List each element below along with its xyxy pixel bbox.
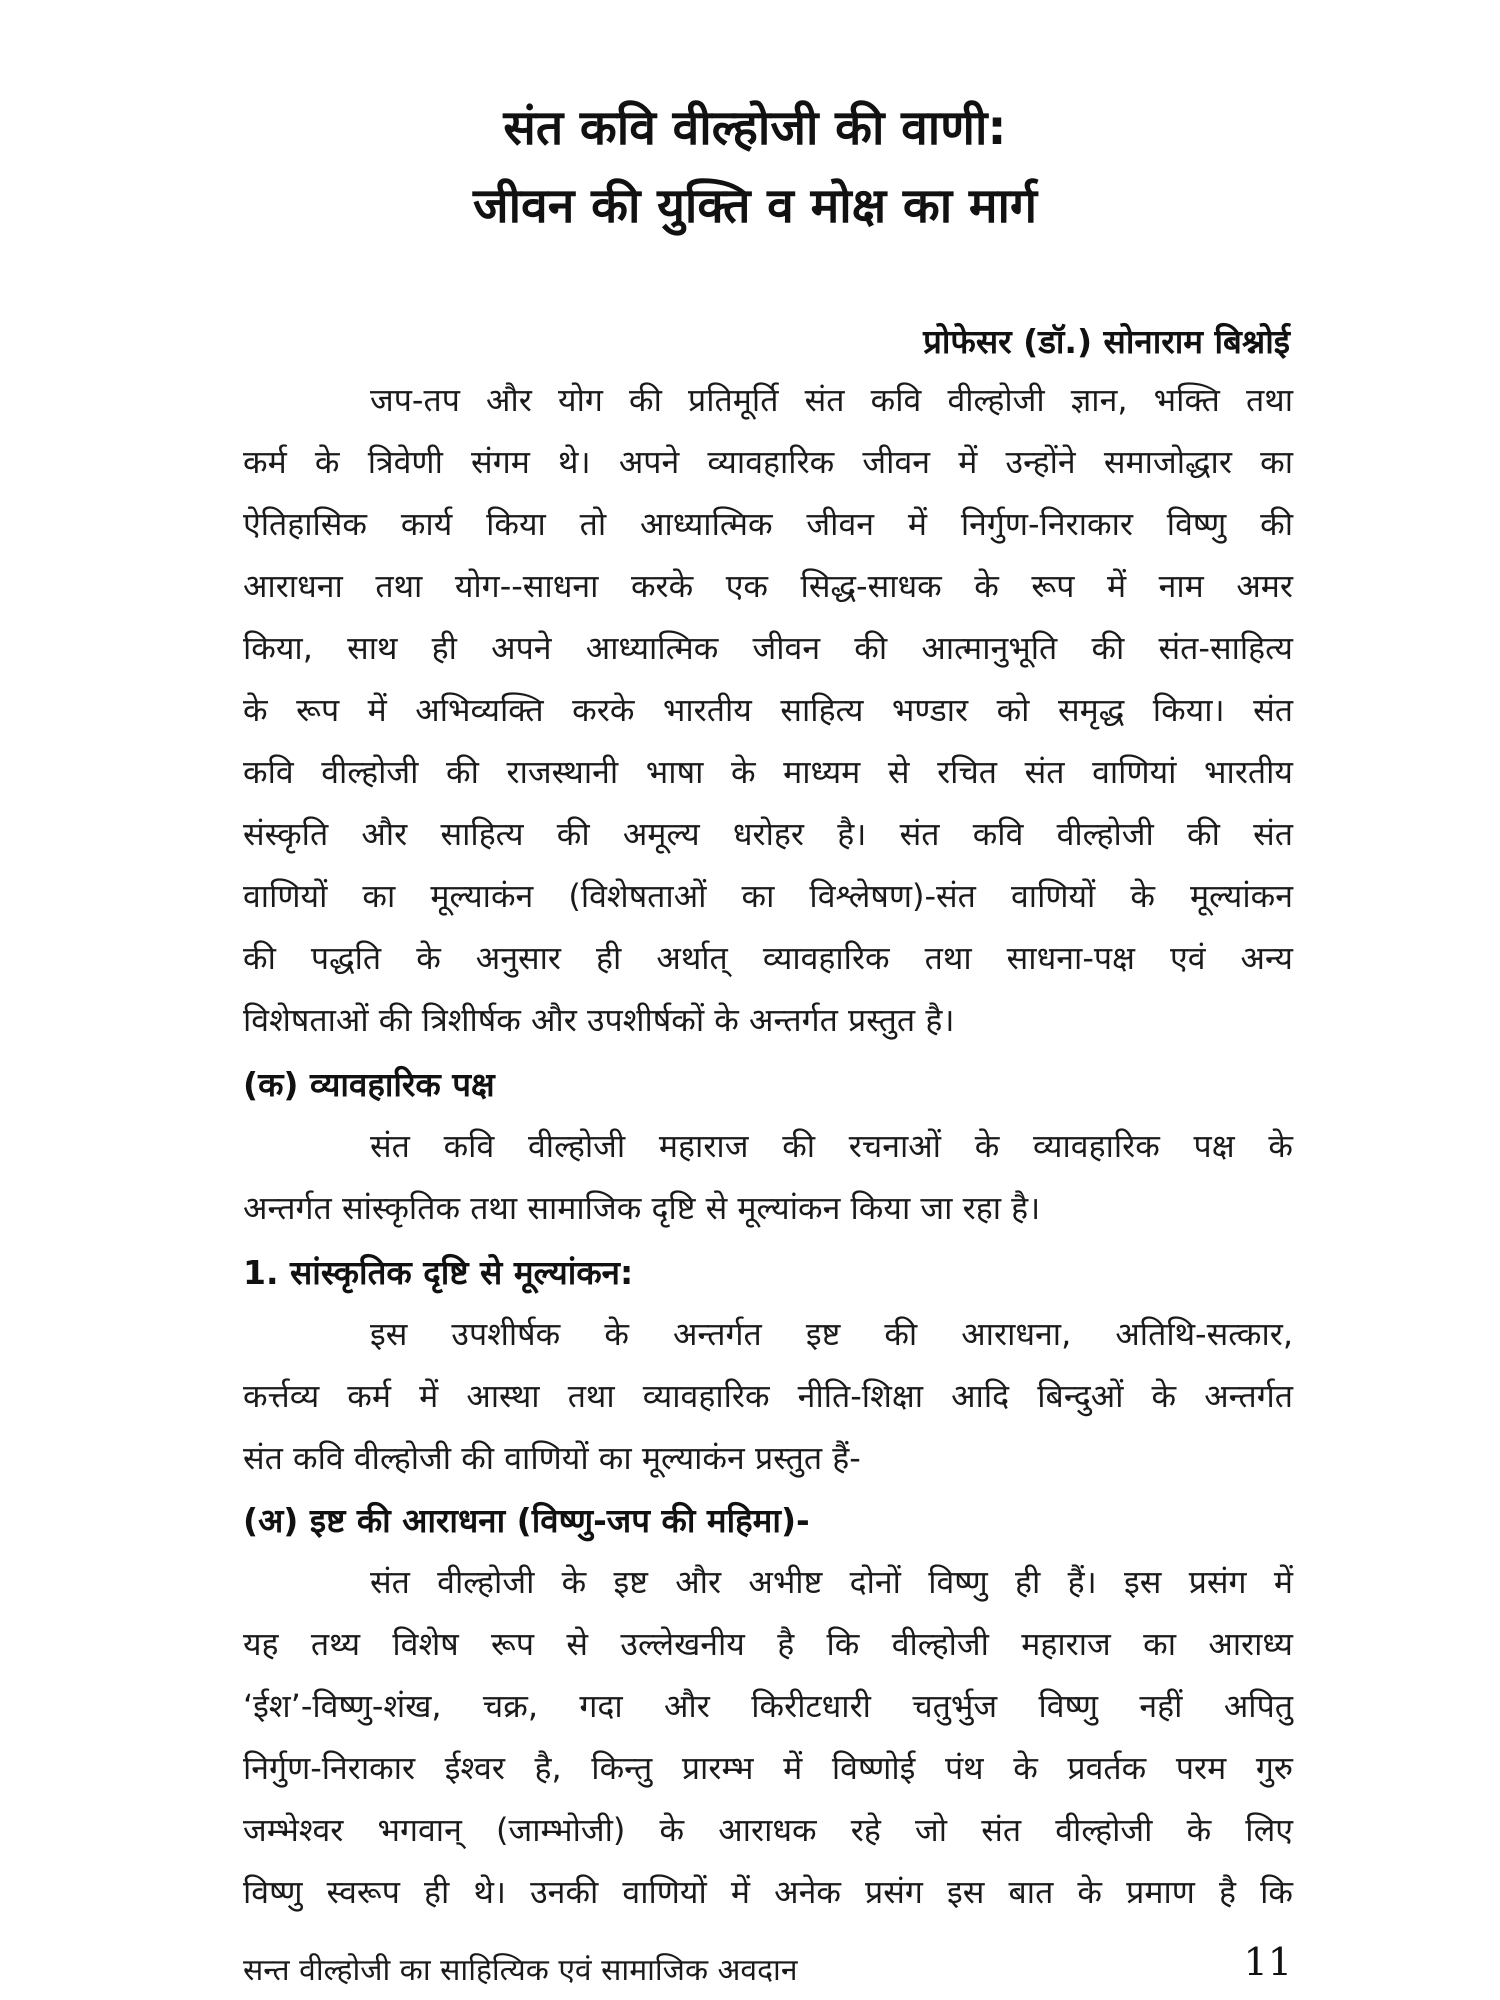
section-a-line: जम्भेश्वर भगवान् (जाम्भोजी) के आराधक रहे जो संत वील्होजी के लिए — [243, 1811, 1293, 1849]
author-name: प्रोफेसर (डॉ.) सोनाराम बिश्नोई — [923, 322, 1290, 361]
section-a-line: यह तथ्य विशेष रूप से उल्लेखनीय है कि वील्होजी महाराज का आराध्य — [243, 1625, 1293, 1663]
footer-book-title: सन्त वील्होजी का साहित्यिक एवं सामाजिक अवदान — [243, 1953, 798, 1988]
section-1-line: संत कवि वील्होजी की वाणियों का मूल्याकंन प्रस्तुत हैं- — [243, 1439, 861, 1477]
intro-line: किया, साथ ही अपने आध्यात्मिक जीवन की आत्मानुभूति की संत-साहित्य — [243, 629, 1293, 667]
intro-line: जप-तप और योग की प्रतिमूर्ति संत कवि वील्होजी ज्ञान, भक्ति तथा — [370, 381, 1293, 419]
section-k-line: संत कवि वील्होजी महाराज की रचनाओं के व्यावहारिक पक्ष के — [370, 1127, 1293, 1165]
intro-line: ऐतिहासिक कार्य किया तो आध्यात्मिक जीवन में निर्गुण-निराकार विष्णु की — [243, 505, 1293, 543]
section-heading-k: (क) व्यावहारिक पक्ष — [243, 1065, 495, 1104]
section-a-line: ‘ईश’-विष्णु-शंख, चक्र, गदा और किरीटधारी चतुर्भुज विष्णु नहीं अपितु — [243, 1687, 1293, 1725]
section-a-line: विष्णु स्वरूप ही थे। उनकी वाणियों में अनेक प्रसंग इस बात के प्रमाण है कि — [243, 1873, 1293, 1911]
intro-line: विशेषताओं की त्रिशीर्षक और उपशीर्षकों के अन्तर्गत प्रस्तुत है। — [243, 1001, 955, 1039]
section-k-line: अन्तर्गत सांस्कृतिक तथा सामाजिक दृष्टि से मूल्यांकन किया जा रहा है। — [243, 1189, 1041, 1227]
intro-line: वाणियों का मूल्याकंन (विशेषताओं का विश्लेषण)-संत वाणियों के मूल्यांकन — [243, 877, 1293, 915]
intro-line: कवि वील्होजी की राजस्थानी भाषा के माध्यम से रचित संत वाणियां भारतीय — [243, 753, 1293, 791]
intro-line: कर्म के त्रिवेणी संगम थे। अपने व्यावहारिक जीवन में उन्होंने समाजोद्धार का — [243, 443, 1293, 481]
section-a-line: संत वील्होजी के इष्ट और अभीष्ट दोनों विष्णु ही हैं। इस प्रसंग में — [370, 1563, 1293, 1601]
page-number: 11 — [1243, 1940, 1292, 1984]
section-1-line: इस उपशीर्षक के अन्तर्गत इष्ट की आराधना, अतिथि-सत्कार, — [370, 1315, 1293, 1353]
title-line-2: जीवन की युक्ति व मोक्ष का मार्ग — [473, 178, 1037, 234]
intro-line: आराधना तथा योग--साधना करके एक सिद्ध-साधक के रूप में नाम अमर — [243, 567, 1293, 605]
section-a-line: निर्गुण-निराकार ईश्वर है, किन्तु प्रारम्भ में विष्णोई पंथ के प्रवर्तक परम गुरु — [243, 1749, 1293, 1787]
title-line-1: संत कवि वील्होजी की वाणी: — [503, 100, 1007, 156]
intro-line: की पद्धति के अनुसार ही अर्थात् व्यावहारिक तथा साधना-पक्ष एवं अन्य — [243, 939, 1293, 977]
intro-line: संस्कृति और साहित्य की अमूल्य धरोहर है। संत कवि वील्होजी की संत — [243, 815, 1293, 853]
section-heading-a: (अ) इष्ट की आराधना (विष्णु-जप की महिमा)- — [243, 1501, 810, 1540]
intro-line: के रूप में अभिव्यक्ति करके भारतीय साहित्य भण्डार को समृद्ध किया। संत — [243, 691, 1293, 729]
section-1-line: कर्त्तव्य कर्म में आस्था तथा व्यावहारिक नीति-शिक्षा आदि बिन्दुओं के अन्तर्गत — [243, 1377, 1293, 1415]
section-heading-1: 1. सांस्कृतिक दृष्टि से मूल्यांकन: — [243, 1253, 634, 1292]
